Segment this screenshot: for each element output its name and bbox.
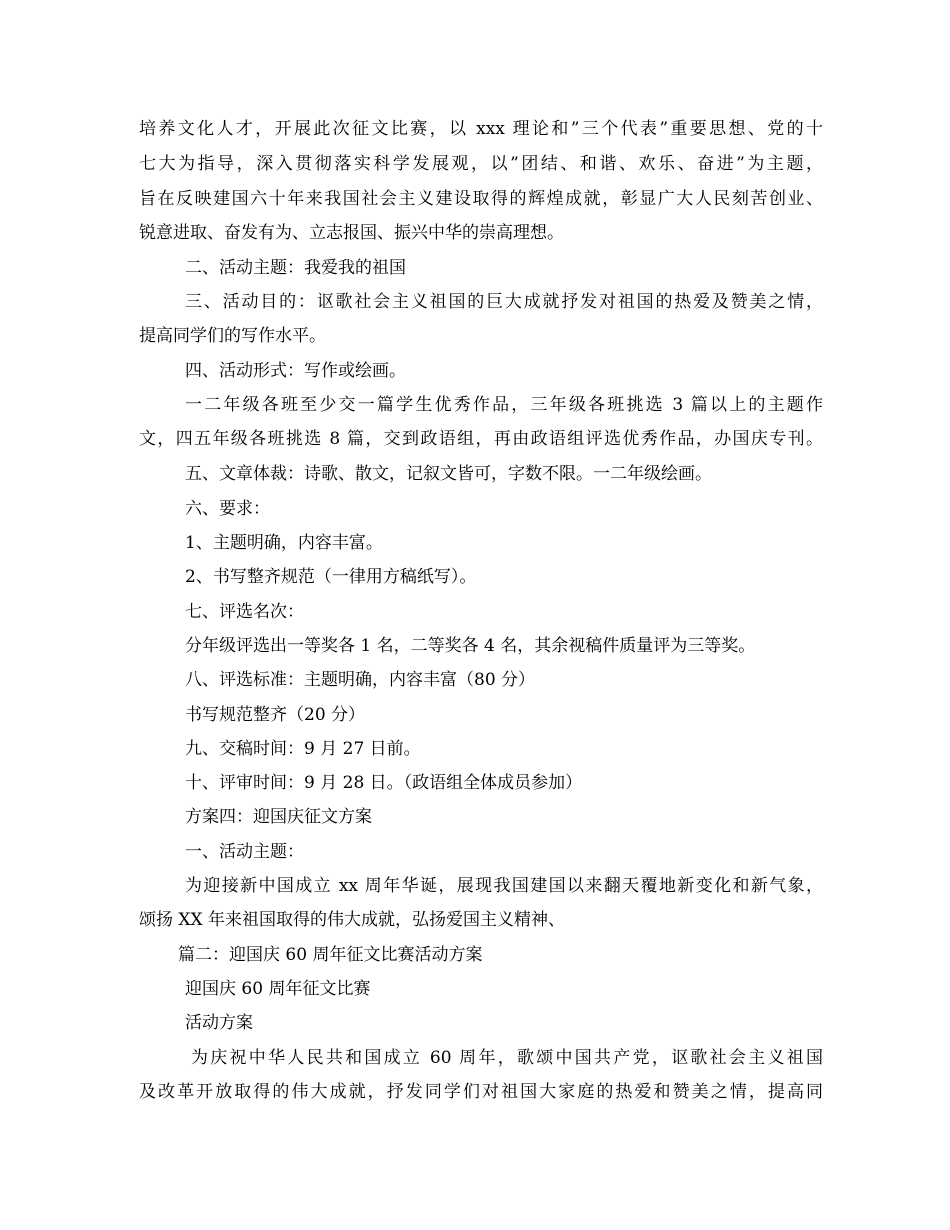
- text-line: 七大为指导，深入贯彻落实科学发展观，以”团结、和谐、欢乐、奋进”为主题，: [139, 154, 823, 174]
- text-line: 及改革开放取得的伟大成就，抒发同学们对祖国大家庭的热爱和赞美之情，提高同: [139, 1082, 823, 1102]
- text-line: 提高同学们的写作水平。: [139, 326, 326, 346]
- text-line: 旨在反映建国六十年来我国社会主义建设取得的辉煌成就，彰显广大人民刻苦创业、: [139, 189, 823, 209]
- text-line: 颂扬 XX 年来祖国取得的伟大成就，弘扬爱国主义精神、: [139, 910, 566, 930]
- section-heading: 十、评审时间：9 月 28 日。（政语组全体成员参加）: [185, 773, 583, 793]
- section-heading: 三、活动目的：讴歌社会主义祖国的巨大成就抒发对祖国的热爱及赞美之情，: [185, 292, 823, 312]
- text-line: 为庆祝中华人民共和国成立 60 周年，歌颂中国共产党，讴歌社会主义祖国: [191, 1048, 823, 1068]
- list-item: 2、书写整齐规范（一律用方稿纸写）。: [185, 567, 477, 587]
- text-line: 文，四五年级各班挑选 8 篇，交到政语组，再由政语组评选优秀作品，办国庆专刊。: [139, 429, 823, 449]
- section-heading: 七、评选名次：: [185, 602, 304, 622]
- text-line: 书写规范整齐（20 分）: [185, 705, 366, 725]
- text-line: 为迎接新中国成立 xx 周年华诞，展现我国建国以来翻天覆地新变化和新气象，: [185, 876, 823, 896]
- list-item: 1、主题明确，内容丰富。: [185, 533, 383, 553]
- section-heading: 四、活动形式：写作或绘画。: [185, 361, 406, 381]
- plan-title: 方案四：迎国庆征文方案: [185, 807, 372, 827]
- section-heading: 六、要求：: [185, 499, 270, 519]
- article-subtitle: 活动方案: [185, 1013, 253, 1033]
- section-heading: 八、评选标准：主题明确，内容丰富（80 分）: [185, 670, 536, 690]
- text-line: 分年级评选出一等奖各 1 名，二等奖各 4 名，其余视稿件质量评为三等奖。: [185, 636, 756, 656]
- text-line: 一二年级各班至少交一篇学生优秀作品，三年级各班挑选 3 篇以上的主题作: [185, 395, 823, 415]
- text-line: 锐意进取、奋发有为、立志报国、振兴中华的崇高理想。: [139, 223, 564, 243]
- section-heading: 五、文章体裁：诗歌、散文，记叙文皆可，字数不限。一二年级绘画。: [185, 464, 712, 484]
- article-subtitle: 迎国庆 60 周年征文比赛: [185, 979, 371, 999]
- section-heading: 二、活动主题：我爱我的祖国: [185, 258, 406, 278]
- article-title: 篇二：迎国庆 60 周年征文比赛活动方案: [178, 945, 483, 965]
- section-heading: 九、交稿时间：9 月 27 日前。: [185, 739, 421, 759]
- text-line: 培养文化人才，开展此次征文比赛，以 xxx 理论和”三个代表”重要思想、党的十: [139, 119, 823, 139]
- section-heading: 一、活动主题：: [185, 842, 304, 862]
